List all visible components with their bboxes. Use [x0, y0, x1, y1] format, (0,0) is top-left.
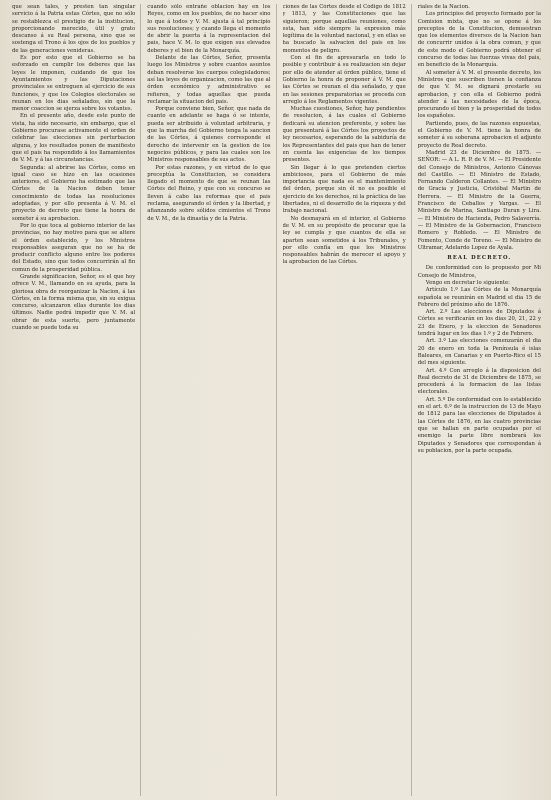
paragraph: riales de la Nacion.: [417, 4, 470, 10]
paragraph: En el presente año, desde este punto de vista, ha sido necesario, sin embargo, que el Gobierno procurase activamente el orden de celebrar las elecciones sin perturbacion alguna, y los resultados ponen de manifiesto que el pais ha respondido á los llamamientos de V. M. y á las circunstancias.: [12, 113, 136, 164]
paragraph: Por lo que toca al gobierno interior de las provincias, no hay motivo para que se altere el órden establecido, y los Ministros responsables aseguran que no se ha de producir conflicto alguno entre los poderes del Estado, sino que todos concurrirán al fin comun de la prosperidad pública.: [12, 222, 136, 273]
column-3: [283, 4, 412, 796]
decree-article: Art. 4.º Con arreglo á la disposicion del Real decreto de 31 de Diciembre de 1875, se procederá á la formacion de las listas electorales.: [417, 367, 541, 396]
decree-article: Art. 5.º De conformidad con lo establecido en el art. 6.º de la instruccion de 13 de Mayo de 1812 para las elecciones de Diputados á las Córtes de 1876, en las cuatro provincias que se hallan en parte ocupadas por el enemigo la parte libre nombrará los Diputados y Senadores que correspondan á su poblacion, por la parte ocupada.: [417, 396, 541, 454]
paragraph: Los principios del proyecto formado por la Comision mixta, que no se opone á los preceptos de la Constitucion, demuestran que los elementos diversos de la Nacion han de concurrir unidos á la obra comun, y que de este modo el Gobierno podrá obtener el concurso de todas las fuerzas vivas del pais, en beneficio de la Monarquía.: [417, 11, 541, 69]
paragraph: Con el fin de apresurarla en todo lo posible y contribuir á su realizacion sin dejar por ello de atender al órden público, tiene el Gobierno la honra de proponer á V. M. que las Córtes se reunan el dia señalado, y que en las sesiones preparatorias se proceda con arreglo á los Reglamentos vigentes.: [282, 55, 406, 105]
decree-article: Art. 2.º Las elecciones de Diputados á Córtes se verificarán en los dias 20, 21, 22 y 23 de Enero, y la eleccion de Senadores tendrá lugar en los dias 1.º y 2 de Febrero.: [417, 309, 541, 338]
paragraph: Partiendo, pues, de las razones expuestas, el Gobierno de V. M. tiene la honra de someter á su soberana aprobacion el adjunto proyecto de Real decreto.: [417, 120, 541, 149]
paragraph: Es por esto que el Gobierno se ha esforzado en cumplir los deberes que las leyes le imponen, cuidando de que los Ayuntamientos y las Diputaciones provinciales se entreguen al ejercicio de sus funciones, y que los Colegios electorales se reunan en los dias señalados, sin que la menor coaccion se ejerza sobre los votantes.: [12, 55, 136, 113]
column-4: [418, 4, 541, 796]
signatures-paragraph: Madrid 23 de Diciembre de 1875. — SEÑOR: — A L. R. P. de V. M. — El Presidente del Consejo de Ministros, Antonio Cánovas del Castillo. — El Ministro de Estado, Fernando Calderon Collantes. — El Ministro de Gracia y Justicia, Cristóbal Martin de Herrera. — El Ministro de la Guerra, Francisco de Ceballos y Vargas. — El Ministro de Marina, Santiago Duran y Lira. — El Ministro de Hacienda, Pedro Salaverría. — El Ministro de la Gobernacion, Francisco Romero y Robledo. — El Ministro de Fomento, Conde de Toreno. — El Ministro de Ultramar, Adelardo Lopez de Ayala.: [417, 149, 541, 251]
paragraph: Al someter á V. M. el presente decreto, los Ministros que suscriben tienen la confianza de que V. M. se dignará prestarle su aprobacion, y con ella el Gobierno podrá atender á las necesidades de la época, procurando el bien y la prosperidad de todos los españoles.: [417, 69, 541, 120]
text-columns: [12, 4, 541, 796]
paragraph: Porque conviene bien, Señor, que nada de cuanto en adelante se haga ó se intente, pueda ser atribuido á voluntad arbitraria, y que la marcha del Gobierno tenga la sancion de las Córtes, á quienes corresponde el derecho de intervenir en la gestion de los negocios públicos, y para las cuales son los Ministros responsables de sus actos.: [147, 106, 271, 164]
paragraph: ciones de las Córtes desde el Código de 1812 y 1813, y las Constituciones que las siguieron; porque aquellas reuniones, como esta, han sido siempre la expresion más legítima de la voluntad nacional, y en ellas se ha buscado la salvacion del pais en los momentos de peligro.: [282, 4, 406, 54]
paragraph: que sean tales, y presten tan singular servicio á la Patria estas Córtes, que no sólo se restablezca el prestigio de la institucion, proporcionando merecido, útil y grato descanso á su Real persona, sino que se sostenga el Trono á los ojos de los pueblos y de las generaciones venideras.: [12, 4, 136, 54]
column-2: [147, 4, 276, 796]
decree-heading: REAL DECRETO.: [447, 255, 512, 262]
column-1: [12, 4, 141, 796]
paragraph: Grande significacion, Señor, es el que hoy ofrece V. M., llamando en su ayuda, para la gloriosa obra de reorganizar la Nacion, á las Córtes, en la forma misma que, sin su exigua concurso, alcanzaron ellas durante los dias últimos. Nadie podrá impedir que V. M. al obrar de esta suerte, pero juntamente cuando se puede toda su: [12, 273, 136, 332]
paragraph: No desmayará en el interior, el Gobierno de V. M. en su propósito de procurar que la ley se cumpla y que cuantos de ella se aparten sean sometidos á los Tribunales, y por ello confía en que los Ministros responsables habrán de merecer el apoyo y la aprobacion de las Córtes.: [282, 215, 406, 266]
paragraph: Muchas cuestiones, Señor, hay pendientes de resolucion, á las cuales el Gobierno dedicará su atencion preferente, y sobre las que presentará á las Córtes los proyectos de ley necesarios, esperando de la sabiduría de los Representantes del pais que han de tener en cuenta las exigencias de los tiempos presentes.: [282, 106, 406, 164]
paragraph: Delante de las Córtes, Señor, presenta luego los Ministros y sobre cuantos asuntos deban resolverse los cuerpos colegisladores; así las leyes de organizacion, como las que al órden económico y administrativo se refieren, y todas aquellas que pueda reclamar la situacion del pais.: [147, 55, 271, 105]
paragraph: Por estas razones, y en virtud de lo que preceptúa la Constitucion, se considera llegado el momento de que se reunan las Córtes del Reino, y que con su concurso se lleven á cabo las reformas que el pais reclama, asegurando el órden y la libertad, y afianzando sobre sólidos cimientos el Trono de V. M., de la dinastía y de la Patria.: [147, 164, 271, 222]
paragraph: Sin llegar á lo que pretenden ciertos ambiciosos, para el Gobierno de más importancia que nada es el mantenimiento del órden, porque sin él no es posible el ejercicio de los derechos, ni la práctica de las libertades, ni el desarrollo de la riqueza y del trabajo nacional.: [282, 164, 406, 215]
decree-article: Art. 3.º Las elecciones comenzarán el dia 20 de enero en toda la Península é islas Baleares, en Canarias y en Puerto-Rico el 15 del mes siguiente.: [417, 338, 541, 367]
decree-article: Artículo 1.º Las Córtes de la Monarquía española se reunirán en Madrid el dia 15 de Febrero del próximo año de 1876.: [417, 287, 541, 308]
paragraph: cuando sólo entrañe oblacion hay en los Reyes, como en los pueblos, de no hacer sino lo que á todos y V. M. ajusta á tal principio sus resoluciones; y cuando llega el momento de abrir la puerta á la representacion del pais, hace V. M. lo que exigen sus elevados deberes y el bien de la Monarquía.: [147, 4, 271, 54]
decree-paragraph: Vengo en decretar lo siguiente:: [425, 279, 510, 286]
paragraph: Segunda: al abrirse las Córtes, como en igual caso se hizo en las ocasiones anteriores, el Gobierno ha estimado que las Córtes de la Nacion deben tener conocimiento de todas las resoluciones adoptadas, y por ello presenta á V. M. el proyecto de decreto que tiene la honra de someter á su aprobacion.: [12, 164, 136, 222]
decree-paragraph: De conformidad con lo propuesto por Mi Consejo de Ministros,: [417, 265, 541, 279]
